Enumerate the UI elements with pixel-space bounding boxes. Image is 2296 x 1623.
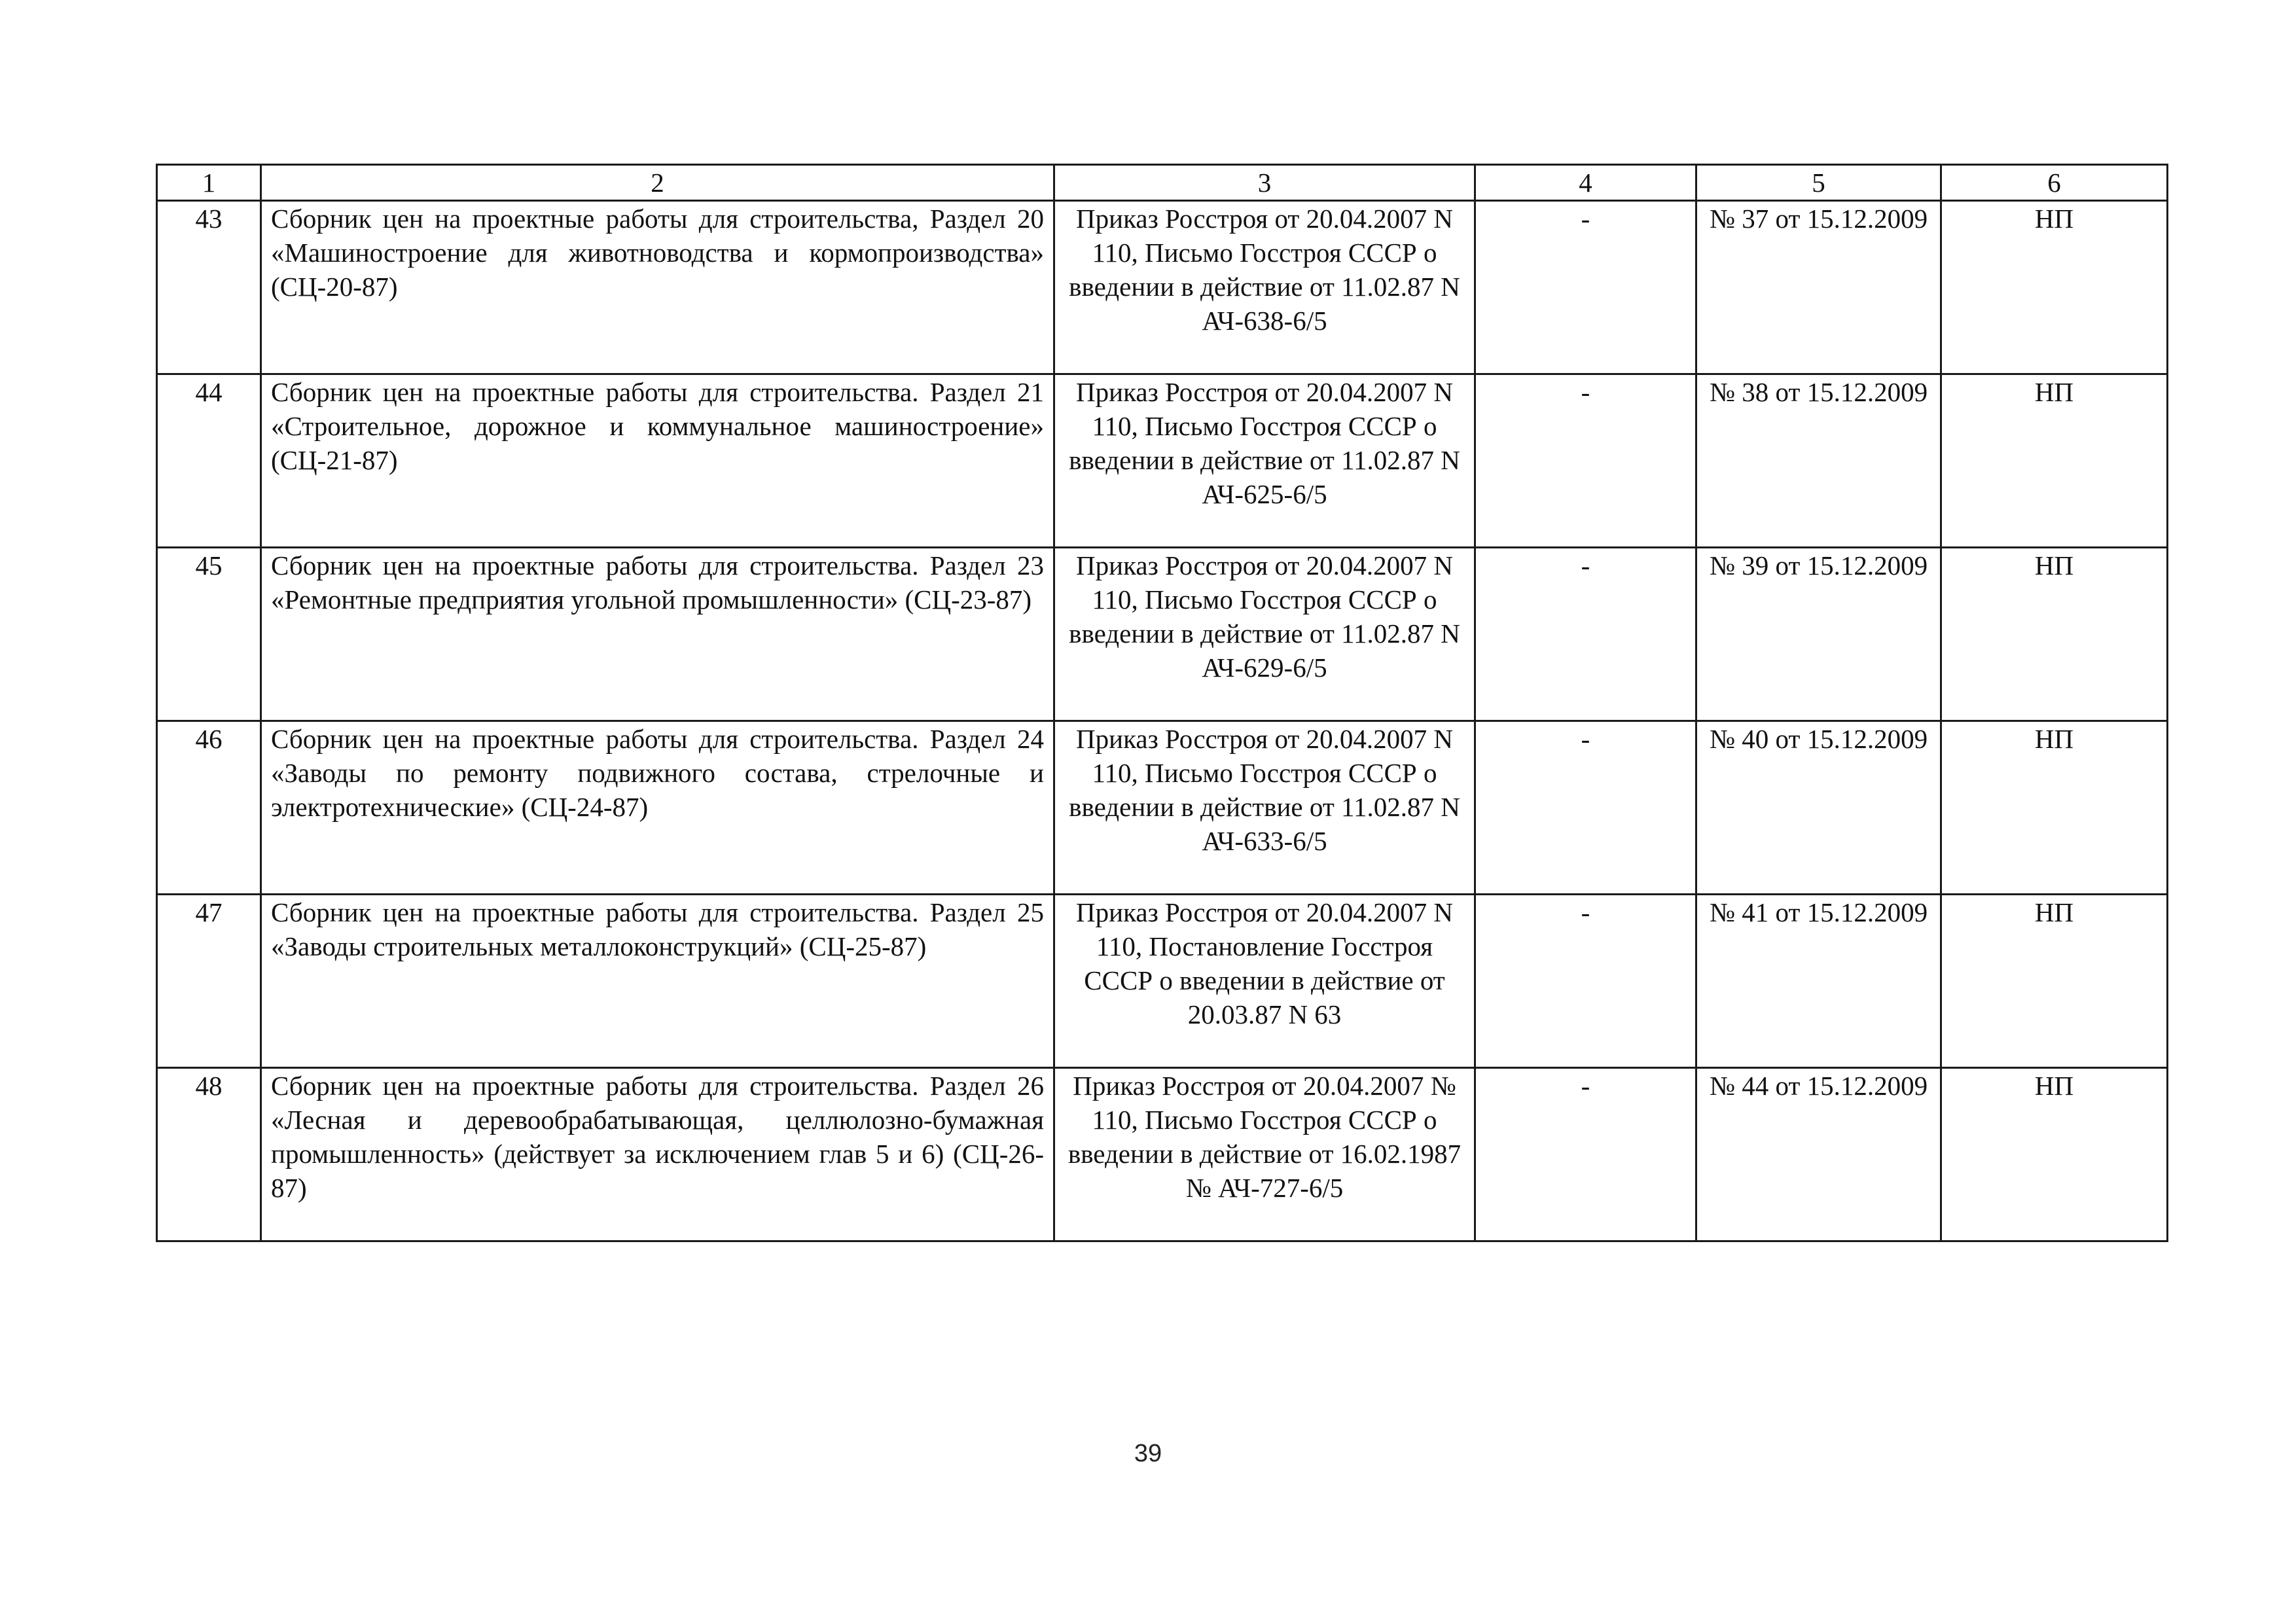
basis-document: Приказ Росстроя от 20.04.2007 N 110, Постановление Госстроя СССР о введении в действие от 20.03.87 N 63 bbox=[1054, 895, 1475, 1068]
basis-document: Приказ Росстроя от 20.04.2007 N 110, Письмо Госстроя СССР о введении в действие от 11.02.87 N АЧ-638-6/5 bbox=[1054, 201, 1475, 374]
table-row bbox=[157, 201, 2168, 374]
status-value: НП bbox=[1941, 721, 2168, 895]
page-number: 39 bbox=[1134, 1440, 1162, 1467]
document-name: Сборник цен на проектные работы для строительства. Раздел 23 «Ремонтные предприятия угольной промышленности» (СЦ-23-87) bbox=[261, 548, 1054, 721]
table-row bbox=[157, 895, 2168, 1068]
registration-number: № 40 от 15.12.2009 bbox=[1696, 721, 1941, 895]
document-name: Сборник цен на проектные работы для строительства. Раздел 25 «Заводы строительных металлоконструкций» (СЦ-25-87) bbox=[261, 895, 1054, 1068]
status-value: НП bbox=[1941, 201, 2168, 374]
status-value: НП bbox=[1941, 1068, 2168, 1241]
document-name: Сборник цен на проектные работы для строительства. Раздел 21 «Строительное, дорожное и коммунальное машиностроение» (СЦ-21-87) bbox=[261, 374, 1054, 548]
header-col-2: 2 bbox=[261, 165, 1054, 201]
table-row bbox=[157, 374, 2168, 548]
row-number: 46 bbox=[157, 721, 261, 895]
col4-value: - bbox=[1475, 201, 1696, 374]
document-name: Сборник цен на проектные работы для строительства. Раздел 26 «Лесная и деревообрабатывающая, целлюлозно-бумажная промышленность» (действует за исключением глав 5 и 6) (СЦ-26-87) bbox=[261, 1068, 1054, 1241]
header-col-4: 4 bbox=[1475, 165, 1696, 201]
header-row bbox=[157, 165, 2168, 201]
table-row bbox=[157, 548, 2168, 721]
basis-document: Приказ Росстроя от 20.04.2007 № 110, Письмо Госстроя СССР о введении в действие от 16.02.1987 № АЧ-727-6/5 bbox=[1054, 1068, 1475, 1241]
registration-number: № 44 от 15.12.2009 bbox=[1696, 1068, 1941, 1241]
basis-document: Приказ Росстроя от 20.04.2007 N 110, Письмо Госстроя СССР о введении в действие от 11.02.87 N АЧ-633-6/5 bbox=[1054, 721, 1475, 895]
registration-number: № 38 от 15.12.2009 bbox=[1696, 374, 1941, 548]
row-number: 48 bbox=[157, 1068, 261, 1241]
status-value: НП bbox=[1941, 548, 2168, 721]
registry-table bbox=[156, 164, 2168, 1242]
col4-value: - bbox=[1475, 548, 1696, 721]
status-value: НП bbox=[1941, 895, 2168, 1068]
row-number: 44 bbox=[157, 374, 261, 548]
header-col-5: 5 bbox=[1696, 165, 1941, 201]
header-col-6: 6 bbox=[1941, 165, 2168, 201]
col4-value: - bbox=[1475, 374, 1696, 548]
registration-number: № 41 от 15.12.2009 bbox=[1696, 895, 1941, 1068]
row-number: 45 bbox=[157, 548, 261, 721]
row-number: 43 bbox=[157, 201, 261, 374]
document-name: Сборник цен на проектные работы для строительства, Раздел 20 «Машиностроение для животноводства и кормопроизводства» (СЦ-20-87) bbox=[261, 201, 1054, 374]
col4-value: - bbox=[1475, 1068, 1696, 1241]
registration-number: № 37 от 15.12.2009 bbox=[1696, 201, 1941, 374]
basis-document: Приказ Росстроя от 20.04.2007 N 110, Письмо Госстроя СССР о введении в действие от 11.02.87 N АЧ-625-6/5 bbox=[1054, 374, 1475, 548]
row-number: 47 bbox=[157, 895, 261, 1068]
table-row bbox=[157, 1068, 2168, 1241]
table-header bbox=[157, 165, 2168, 201]
table-body bbox=[157, 201, 2168, 1241]
registration-number: № 39 от 15.12.2009 bbox=[1696, 548, 1941, 721]
table-row bbox=[157, 721, 2168, 895]
header-col-1: 1 bbox=[157, 165, 261, 201]
status-value: НП bbox=[1941, 374, 2168, 548]
col4-value: - bbox=[1475, 721, 1696, 895]
basis-document: Приказ Росстроя от 20.04.2007 N 110, Письмо Госстроя СССР о введении в действие от 11.02.87 N АЧ-629-6/5 bbox=[1054, 548, 1475, 721]
col4-value: - bbox=[1475, 895, 1696, 1068]
document-name: Сборник цен на проектные работы для строительства. Раздел 24 «Заводы по ремонту подвижного состава, стрелочные и электротехнические» (СЦ-24-87) bbox=[261, 721, 1054, 895]
header-col-3: 3 bbox=[1054, 165, 1475, 201]
